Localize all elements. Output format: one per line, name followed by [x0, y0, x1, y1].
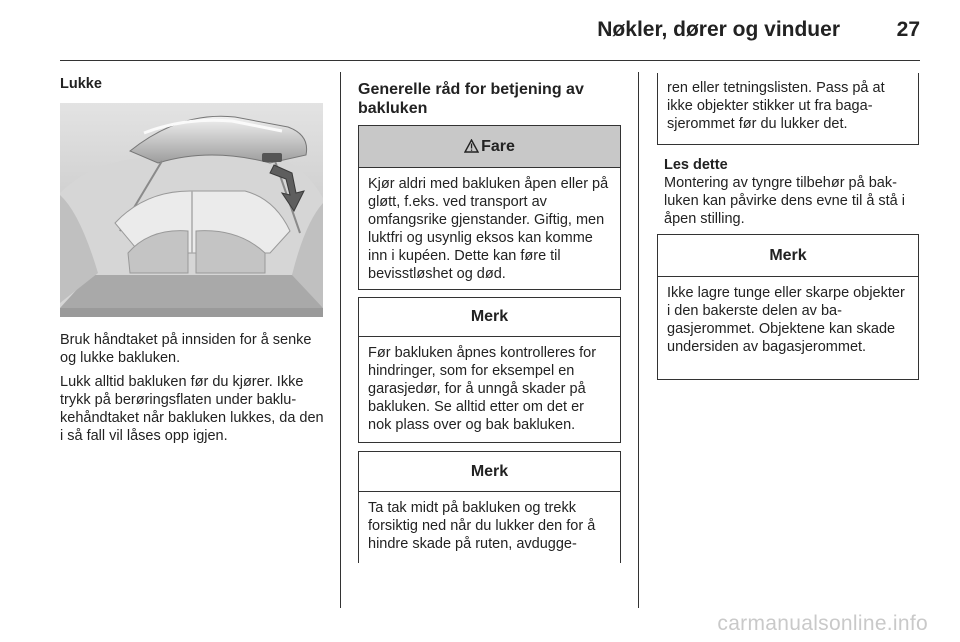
danger-box-header	[359, 126, 620, 168]
note-box-3-text: Ikke lagre tunge eller skarpe objekter i den bakerste delen av bagasjerommet. Objektene kan skade undersiden av bagasjerommet.	[667, 285, 905, 355]
column-divider-left	[340, 72, 341, 608]
watermark: carmanualsonline.info	[717, 612, 928, 635]
tailgate-illustration	[60, 103, 323, 317]
note-box-1-text: Før bakluken åpnes kontrolleres for hindringer, som for eksempel en garasjedør, for å unngå skader på bakluken. Se alltid etter om det er nok plass over og bak bakluken.	[368, 345, 597, 433]
note-box-2-header: Merk	[359, 452, 620, 492]
header-rule	[60, 60, 920, 61]
column-divider-right	[638, 72, 639, 608]
warning-triangle-icon	[464, 128, 479, 169]
page-header-title: Nøkler, dører og vinduer	[597, 18, 840, 41]
note-box-2	[358, 451, 621, 563]
col1-para2: Lukk alltid bakluken før du kjører. Ikke trykk på berøringsflaten under baklukehåndtaket når bakluken lukkes, da den i så fall vil låses opp igjen.	[60, 374, 324, 444]
danger-text: Kjør aldri med bakluken åpen eller på gløtt, f.eks. ved transport av omfangsrike gjenstander. Giftig, men luktfri og usynlig eksos kan komme inn i kupéen. Dette kan føre til bevisstløshet og død.	[368, 176, 609, 282]
note-box-3	[657, 234, 919, 380]
note-box-3-header: Merk	[658, 235, 918, 277]
danger-title: Fare	[481, 138, 515, 155]
caution-note	[664, 156, 922, 228]
col1-para1: Bruk håndtaket på innsiden for å senke og lukke bakluken.	[60, 332, 312, 366]
note-box-2-continued-text: ren eller tetningslisten. Pass på at ikke objekter stikker ut fra bagasjerommet før du lukker det.	[667, 80, 885, 132]
tailgate-image	[60, 103, 323, 317]
section-heading-lukke: Lukke	[60, 76, 102, 92]
note-box-2-text: Ta tak midt på bakluken og trekk forsiktig ned når du lukker den for å hindre skade på ruten, avdugge-	[368, 500, 596, 552]
note-box-1	[358, 297, 621, 443]
section-heading-general-advice: Generelle råd for betjening av bakluken	[358, 81, 584, 117]
caution-label: Les dette	[664, 157, 728, 173]
page-number: 27	[896, 18, 920, 41]
danger-box	[358, 125, 621, 290]
note-box-1-header: Merk	[359, 298, 620, 337]
note-box-2-continued	[657, 73, 919, 145]
col1-text	[60, 331, 326, 445]
caution-text: Montering av tyngre tilbehør på bakluken kan påvirke dens evne til å stå i åpen stilling.	[664, 175, 905, 227]
